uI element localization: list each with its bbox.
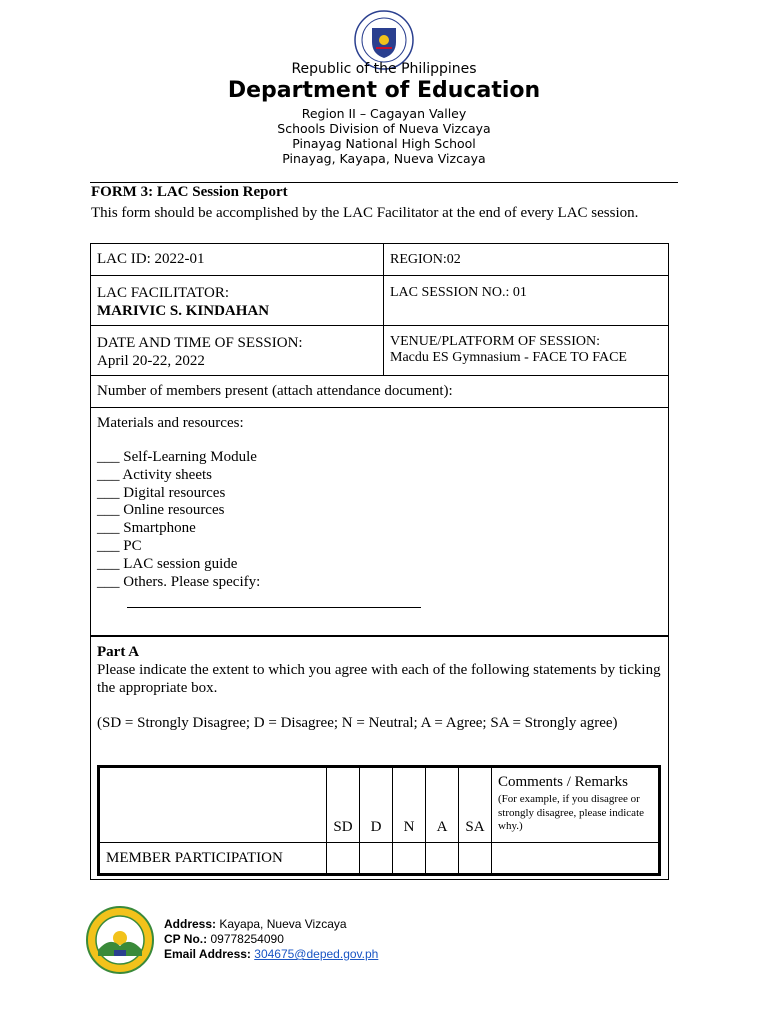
footer-email: Email Address: 304675@deped.gov.ph [164,947,379,961]
comments-header-cell [492,768,659,843]
rating-box-d[interactable] [360,843,393,874]
venue-label: VENUE/PLATFORM OF SESSION: [390,334,601,349]
email-link[interactable]: 304675@deped.gov.ph [254,947,379,961]
row-facilitator [91,276,668,326]
footer-contact [164,917,378,962]
row-members [91,376,668,408]
lac-id-cell [91,244,384,275]
col-sa: SA [459,768,492,843]
part-a-instruction: Please indicate the extent to which you agree with each of the following statements by ticking the appropriate box. [97,662,661,696]
republic-text: Republic of the Philippines [291,61,477,77]
date-value: April 20-22, 2022 [97,353,205,369]
rating-box-sd[interactable] [327,843,360,874]
material-item: ___ LAC session guide [97,555,238,572]
material-item: ___ Online resources [97,502,225,519]
session-no-value: LAC SESSION NO.: 01 [390,285,527,300]
material-item: ___ Digital resources [97,484,226,501]
rating-header-row [100,768,659,843]
col-a: A [426,768,459,843]
col-n: N [393,768,426,843]
facilitator-cell [91,276,384,325]
material-item: ___ PC [97,537,142,554]
material-item: ___ Activity sheets [97,466,212,483]
material-item: ___ Others. Please specify: [97,573,261,590]
form-title: FORM 3: LAC Session Report [91,184,288,200]
school-logo-icon [86,906,154,974]
comments-cell[interactable] [492,843,659,874]
school-text: Pinayag National High School [292,136,476,151]
part-a-section [91,637,668,738]
region-cell [384,244,668,275]
location-text: Pinayag, Kayapa, Nueva Vizcaya [282,151,486,166]
materials-label: Materials and resources: [97,415,244,431]
department-title: Department of Education [227,78,541,103]
part-a-title: Part A [97,644,140,660]
col-d: D [360,768,393,843]
date-label: DATE AND TIME OF SESSION: [97,335,303,351]
facilitator-label: LAC FACILITATOR: [97,285,229,301]
row-lac-id [91,244,668,276]
venue-value: Macdu ES Gymnasium - FACE TO FACE [390,350,627,365]
footer-cp: CP No.: 09778254090 [164,932,284,946]
others-specify-line[interactable] [127,597,421,608]
rating-table [97,765,661,876]
statement-header-cell [100,768,327,843]
material-item: ___ Smartphone [97,520,196,537]
table-row [100,843,659,874]
row-date-venue [91,326,668,376]
lac-id-text: LAC ID: 2022-01 [97,251,205,267]
row-materials [91,408,668,637]
date-cell [91,326,384,375]
part-a-legend: (SD = Strongly Disagree; D = Disagree; N = Neutral; A = Agree; SA = Strongly agree) [97,715,618,731]
division-text: Schools Division of Nueva Vizcaya [277,121,491,136]
region-value: REGION:02 [390,252,461,267]
venue-cell [384,326,668,375]
materials-list [97,449,662,591]
footer-address: Address: Kayapa, Nueva Vizcaya [164,917,347,931]
facilitator-name: MARIVIC S. KINDAHAN [97,303,270,319]
region-text: Region II – Cagayan Valley [301,106,467,121]
rating-box-n[interactable] [393,843,426,874]
header-divider [90,182,678,183]
header-address-block [0,106,768,166]
form-subtitle: This form should be accomplished by the LAC Facilitator at the end of every LAC session. [91,205,639,221]
material-item: ___ Self-Learning Module [97,449,257,465]
rating-box-sa[interactable] [459,843,492,874]
comments-hint: (For example, if you disagree or strongly disagree, please indicate why.) [498,793,645,832]
materials-cell [91,408,668,614]
rating-box-a[interactable] [426,843,459,874]
col-sd: SD [327,768,360,843]
statement-cell: MEMBER PARTICIPATION [100,843,327,874]
members-text: Number of members present (attach attendance document): [97,383,453,399]
comments-title: Comments / Remarks [498,774,628,790]
session-no-cell [384,276,668,325]
